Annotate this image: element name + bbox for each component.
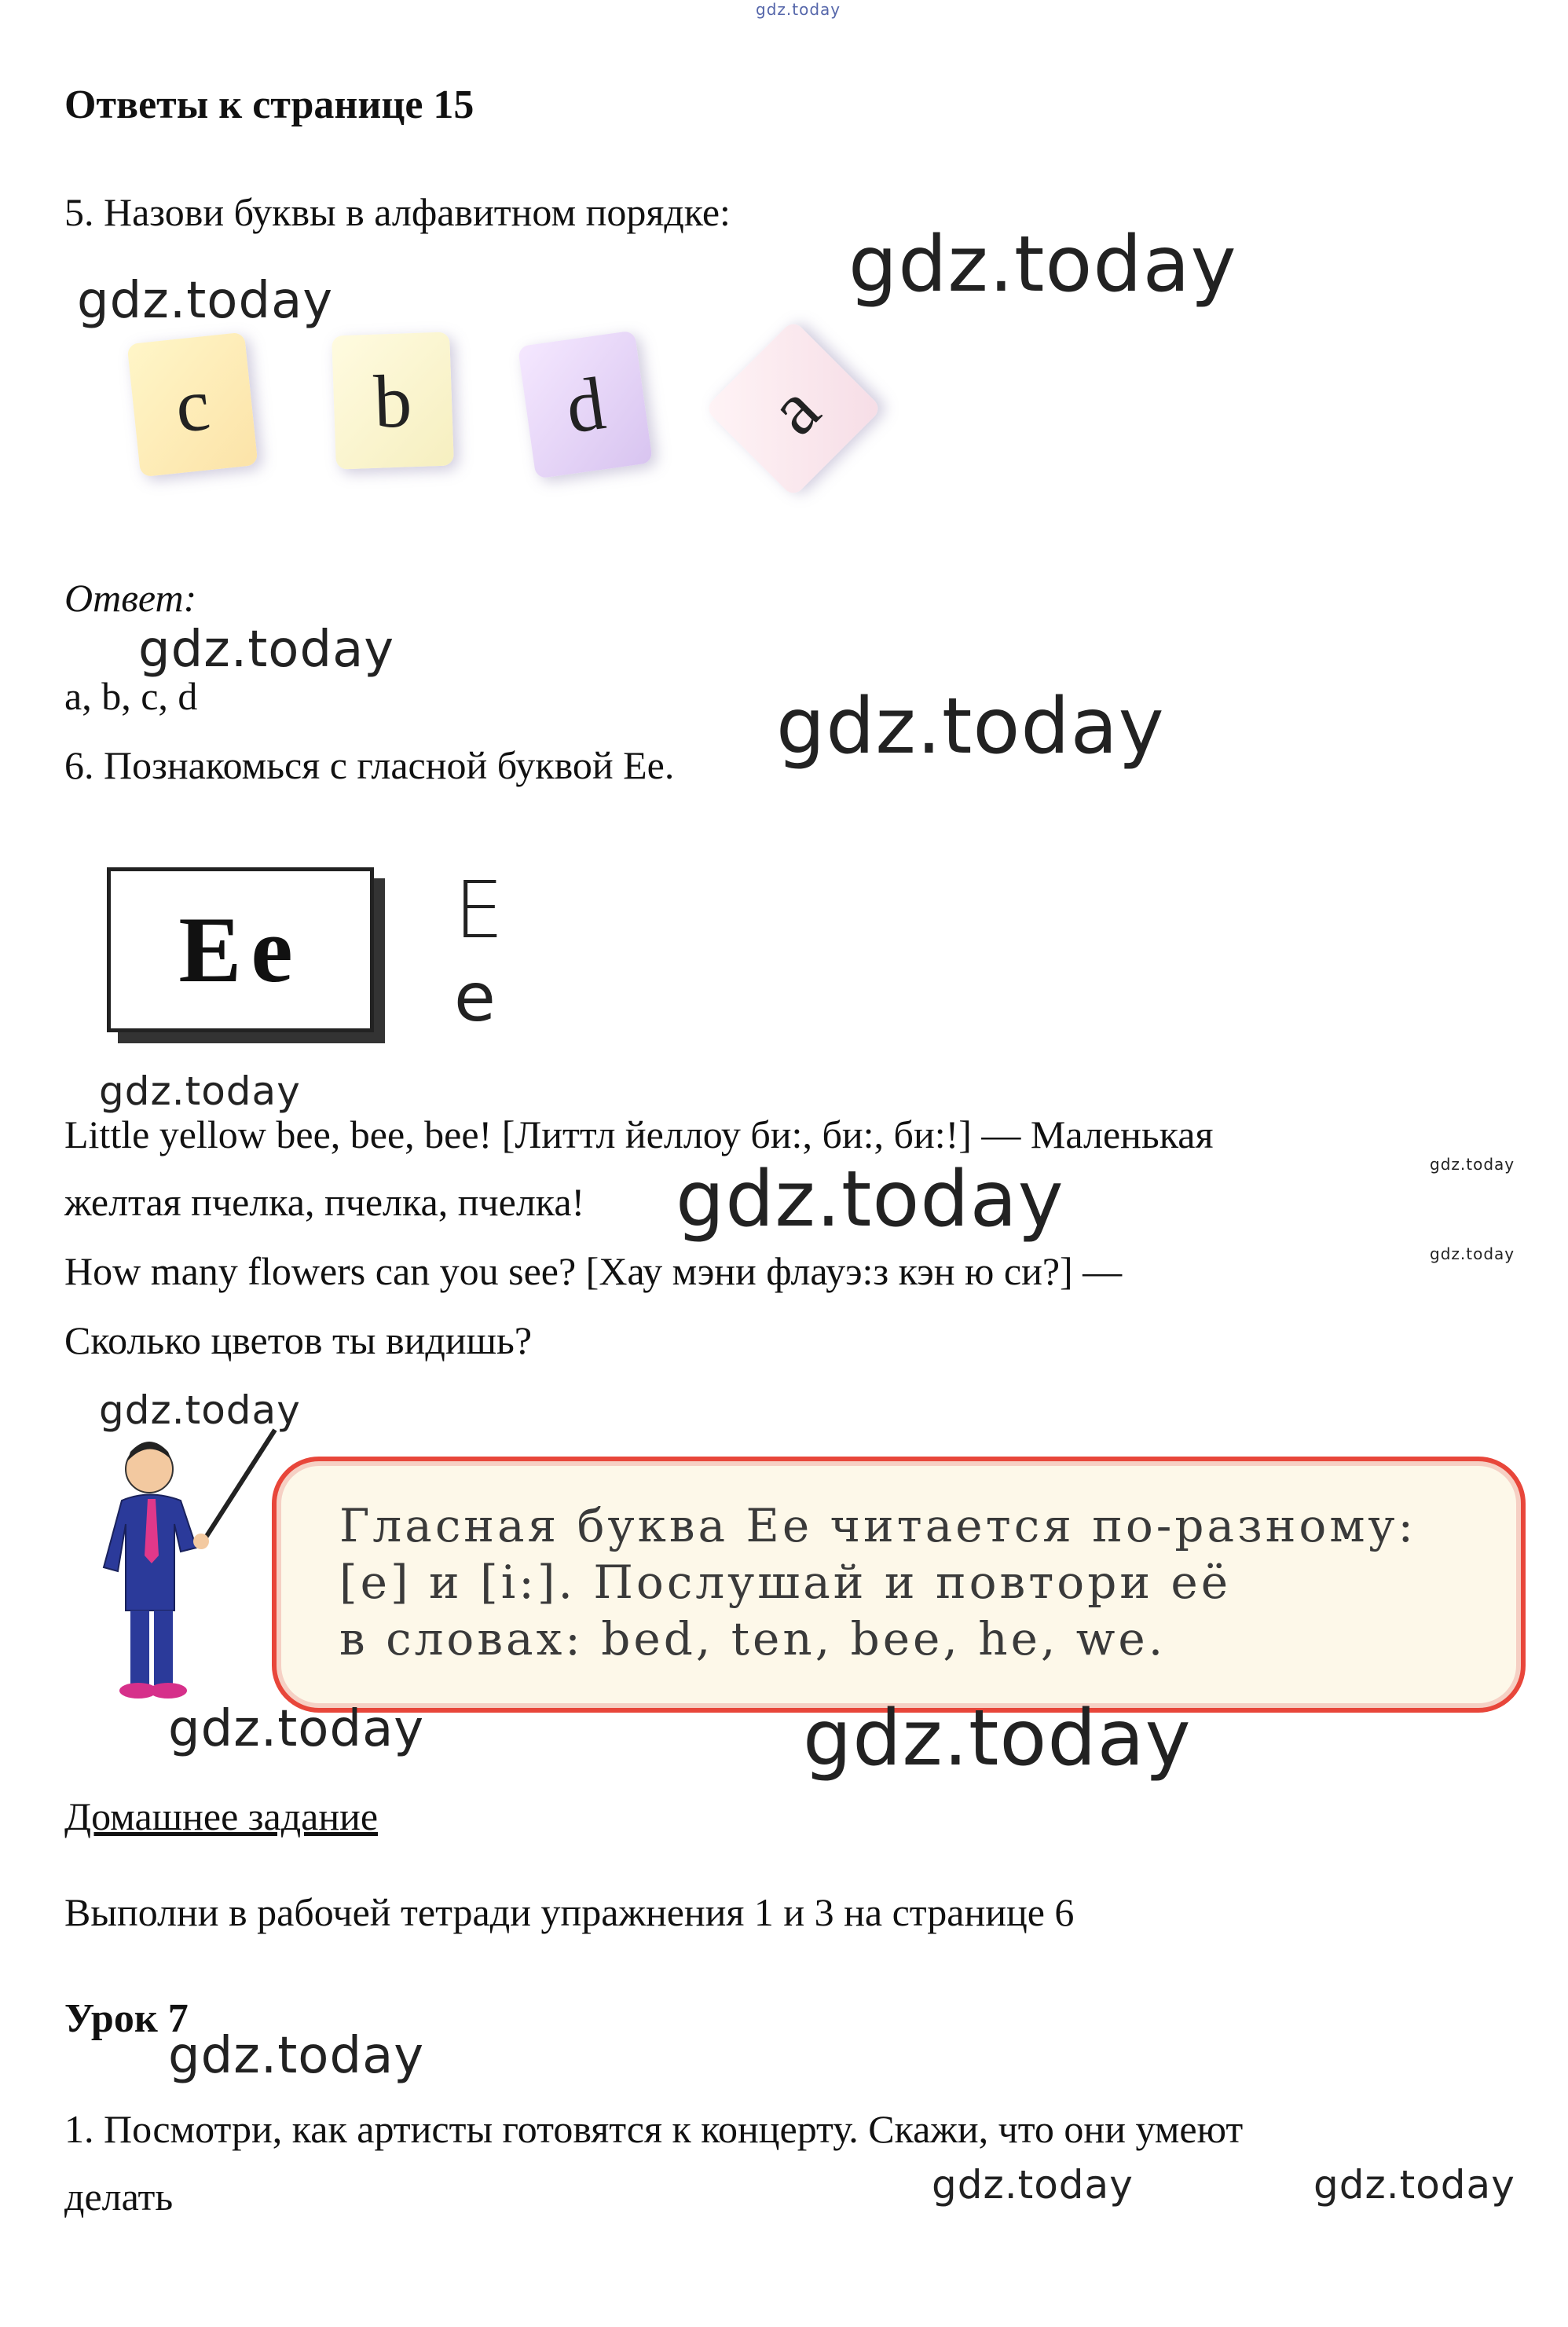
homework-heading: Домашнее задание [64,1794,379,1838]
lesson7-line-2: делать [64,2175,174,2219]
lesson7-line-1: 1. Посмотри, как артисты готовятся к концерту. Скажи, что они умеют [64,2107,1244,2151]
rule-box [272,1457,1526,1713]
watermark: gdz.today [77,272,334,330]
answer-value: a, b, c, d [64,674,198,718]
rhyme-line-3: How many flowers can you see? [Хау мэни флауэ:з кэн ю си?] — [64,1249,1123,1293]
watermark-top: gdz.today [756,0,841,19]
task6-prompt: 6. Познакомься с гласной буквой Ее. [64,743,675,787]
letter-card-d: d [518,330,653,478]
lower-letter-e: e [454,958,496,1037]
watermark: gdz.today [932,2162,1134,2208]
rule-line-2: [e] и [i:]. Послушай и повтори её [339,1556,1232,1609]
letter-ee-box [107,867,374,1032]
watermark: gdz.today [1430,1244,1515,1263]
answer-label: Ответ: [64,576,197,620]
watermark: gdz.today [776,682,1165,771]
rhyme-line-1: Little yellow bee, bee, bee! [Литтл йеллоу би:, би:, би:!] — Маленькая [64,1112,1214,1156]
watermark: gdz.today [99,1387,301,1433]
watermark: gdz.today [676,1155,1064,1244]
page-title: Ответы к странице 15 [64,82,474,127]
watermark: gdz.today [848,220,1237,310]
watermark: gdz.today [803,1694,1192,1783]
rhyme-line-2: желтая пчелка, пчелка, пчелка! [64,1180,585,1224]
watermark: gdz.today [1313,2162,1515,2208]
letter-ee-text: Ee [178,897,302,1002]
lesson7-heading: Урок 7 [64,1996,189,2041]
rule-line-3: в словах: bed, ten, bee, he, we. [339,1612,1167,1666]
task5-prompt: 5. Назови буквы в алфавитном порядке: [64,190,731,234]
upper-letter-e: E [454,864,504,956]
teacher-illustration [86,1414,283,1713]
watermark: gdz.today [168,2027,425,2085]
watermark: gdz.today [168,1700,425,1758]
rhyme-line-4: Сколько цветов ты видишь? [64,1318,533,1362]
letter-card-a: a [705,320,882,497]
letter-card-c: c [127,332,258,478]
watermark: gdz.today [138,621,395,679]
letter-card-b: b [332,332,454,469]
homework-text: Выполни в рабочей тетради упражнения 1 и 3 на странице 6 [64,1890,1075,1934]
watermark: gdz.today [1430,1155,1515,1174]
watermark: gdz.today [99,1068,301,1114]
rule-line-1: Гласная буква Ee читается по-разному: [339,1499,1417,1552]
